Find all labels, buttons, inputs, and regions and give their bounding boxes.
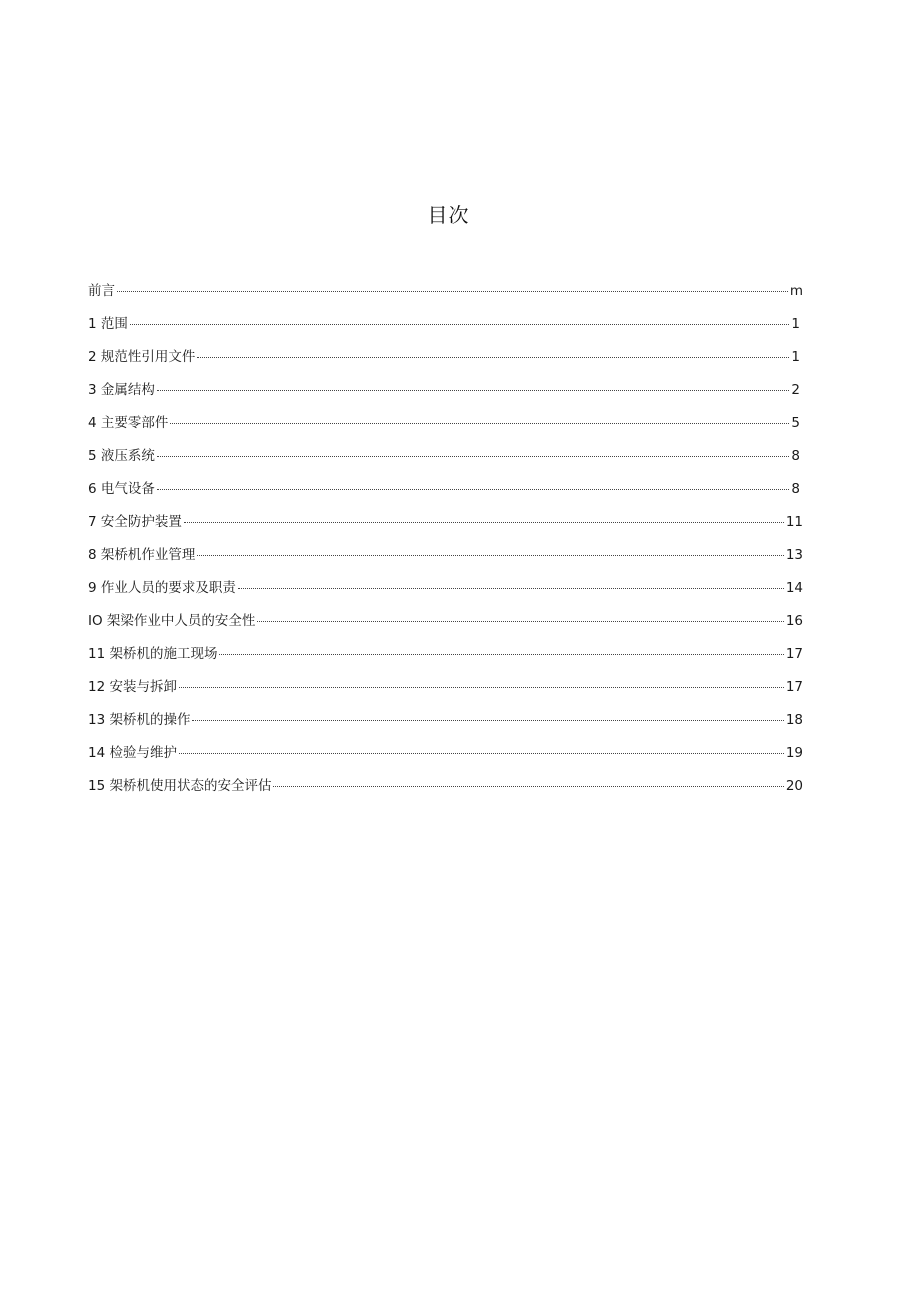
dot-leader xyxy=(157,455,790,457)
dot-leader xyxy=(197,356,789,358)
toc-entry-label: 7 安全防护装置 xyxy=(88,514,182,530)
toc-entry[interactable] xyxy=(88,576,803,609)
dot-leader xyxy=(273,785,783,787)
toc-entry-page: 11 xyxy=(785,514,803,530)
toc-entry[interactable] xyxy=(88,675,803,708)
toc-entry-page: 14 xyxy=(785,580,803,596)
toc-entry-label: 11 架桥机的施工现场 xyxy=(88,646,218,662)
dot-leader xyxy=(130,323,790,325)
toc-entry-label: 12 安装与拆卸 xyxy=(88,679,177,695)
toc-entry[interactable] xyxy=(88,411,800,444)
toc-entry-page: 16 xyxy=(785,613,803,629)
toc-entry[interactable] xyxy=(88,774,803,807)
toc-entry-label: 6 电气设备 xyxy=(88,481,155,497)
dot-leader xyxy=(257,620,783,622)
dot-leader xyxy=(117,290,788,292)
toc-entry-page: 1 xyxy=(791,316,800,332)
toc-entry-label: 3 金属结构 xyxy=(88,382,155,398)
toc-entry-label: 1 范围 xyxy=(88,316,128,332)
toc-entry-page: 8 xyxy=(791,448,800,464)
dot-leader xyxy=(197,554,783,556)
toc-entry-page: 17 xyxy=(785,646,803,662)
toc-entry-label: 4 主要零部件 xyxy=(88,415,169,431)
toc-entry[interactable] xyxy=(88,378,800,411)
toc-entry-page: 5 xyxy=(791,415,800,431)
toc-entry-page: 1 xyxy=(791,349,800,365)
toc-entry[interactable] xyxy=(88,279,803,312)
toc-entry-page: 2 xyxy=(791,382,800,398)
toc-entry[interactable] xyxy=(88,510,803,543)
toc-entry-label: 前言 xyxy=(88,283,115,299)
toc-entry-label: 8 架桥机作业管理 xyxy=(88,547,196,563)
toc-entry[interactable] xyxy=(88,609,803,642)
toc-entry-label: 2 规范性引用文件 xyxy=(88,349,196,365)
toc-entry[interactable] xyxy=(88,312,800,345)
dot-leader xyxy=(170,422,789,424)
dot-leader xyxy=(157,389,790,391)
toc-entry-page: m xyxy=(789,283,803,299)
toc-entry-label: 13 架桥机的操作 xyxy=(88,712,191,728)
toc-entry[interactable] xyxy=(88,642,803,675)
toc-entry-page: 18 xyxy=(785,712,803,728)
toc-entry[interactable] xyxy=(88,345,800,378)
table-of-contents xyxy=(88,279,803,807)
dot-leader xyxy=(238,587,784,589)
toc-entry-page: 8 xyxy=(791,481,800,497)
toc-entry-page: 20 xyxy=(785,778,803,794)
toc-entry[interactable] xyxy=(88,741,803,774)
toc-entry-label: 9 作业人员的要求及职责 xyxy=(88,580,236,596)
dot-leader xyxy=(157,488,790,490)
toc-entry-page: 13 xyxy=(785,547,803,563)
toc-entry[interactable] xyxy=(88,477,800,510)
dot-leader xyxy=(184,521,784,523)
dot-leader xyxy=(219,653,783,655)
toc-entry-page: 17 xyxy=(785,679,803,695)
toc-entry-label: 5 液压系统 xyxy=(88,448,155,464)
toc-title: 目次 xyxy=(427,203,470,227)
toc-entry-label: 15 架桥机使用状态的安全评估 xyxy=(88,778,272,794)
toc-entry[interactable] xyxy=(88,708,803,741)
toc-entry[interactable] xyxy=(88,444,800,477)
toc-entry[interactable] xyxy=(88,543,803,576)
dot-leader xyxy=(179,752,784,754)
dot-leader xyxy=(192,719,783,721)
toc-entry-page: 19 xyxy=(785,745,803,761)
toc-entry-label: IO 架梁作业中人员的安全性 xyxy=(88,613,256,629)
toc-entry-label: 14 检验与维护 xyxy=(88,745,177,761)
dot-leader xyxy=(179,686,784,688)
